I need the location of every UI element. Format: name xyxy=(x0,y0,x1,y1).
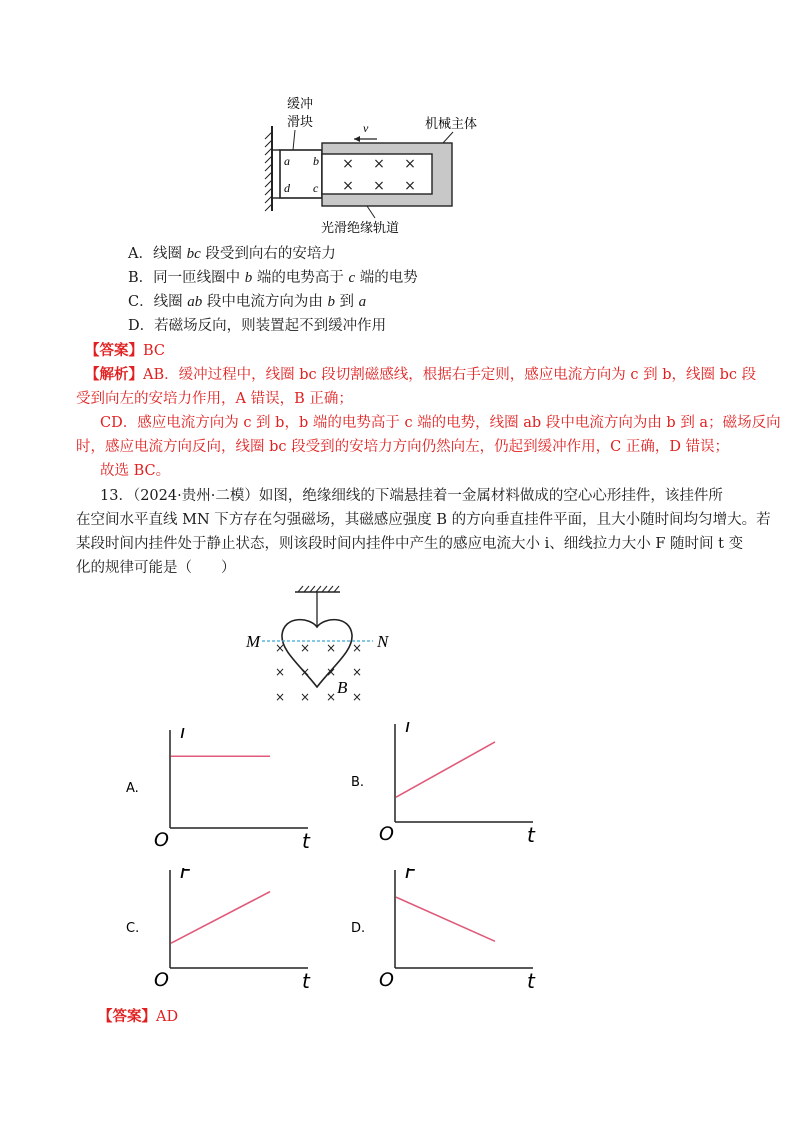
data-line xyxy=(396,897,495,941)
label-m: M xyxy=(246,632,261,651)
answer-12: 【答案】BC xyxy=(85,342,166,359)
option-label: C. xyxy=(126,921,140,936)
field-cross: × xyxy=(274,690,286,704)
buffer-label-2: 滑块 xyxy=(287,115,314,130)
y-axis-label: i xyxy=(405,722,411,737)
field-cross: × xyxy=(404,178,416,194)
q13-line-2: 在空间水平直线 MN 下方存在匀强磁场，其磁感应强度 B 的方向垂直挂件平面，且大小随时间均匀增大。若 xyxy=(76,512,771,528)
origin-label: O xyxy=(154,969,169,991)
q13-line-3: 某段时间内挂件处于静止状态，则该段时间内挂件中产生的感应电流大小 i、细线拉力大小 F 随时间 t 变 xyxy=(76,536,744,552)
graph-option-a xyxy=(122,728,322,857)
x-axis-label: t xyxy=(527,969,535,993)
q13-line-1: 13．（2024·贵州·二模）如图，绝缘细线的下端悬挂着一金属材料做成的空心心形挂件，该挂件所 xyxy=(100,488,723,504)
y-axis-label: F xyxy=(180,868,192,883)
graph-option-b xyxy=(347,722,547,851)
field-cross: × xyxy=(325,641,337,655)
track-label: 光滑绝缘轨道 xyxy=(321,221,400,236)
option-label: D. xyxy=(351,921,366,936)
option-label: B. xyxy=(351,775,365,790)
origin-label: O xyxy=(379,823,394,845)
figure-buffer-device xyxy=(255,88,515,238)
velocity-label: v xyxy=(363,121,369,135)
field-cross: × xyxy=(299,665,311,679)
field-cross: × xyxy=(351,641,363,655)
option-d: D．若磁场反向，则装置起不到缓冲作用 xyxy=(128,318,387,334)
data-line xyxy=(396,742,495,797)
corner-c: c xyxy=(313,181,319,195)
x-axis-label: t xyxy=(527,823,535,847)
origin-label: O xyxy=(154,829,169,851)
option-a: A．线圈 bc 段受到向右的安培力 xyxy=(128,246,336,262)
field-cross: × xyxy=(342,178,354,194)
field-cross: × xyxy=(274,641,286,655)
corner-d: d xyxy=(284,181,290,195)
field-cross: × xyxy=(325,690,337,704)
field-cross: × xyxy=(351,690,363,704)
analysis-line-2: 受到向左的安培力作用，A 错误，B 正确； xyxy=(76,391,353,407)
x-axis-label: t xyxy=(302,969,310,993)
analysis-line-1: 【解析】AB．缓冲过程中，线圈 bc 段切割磁感线，根据右手定则，感应电流方向为 c 到 b，线圈 bc 段 xyxy=(85,366,757,383)
label-n: N xyxy=(377,632,389,651)
answer-13: 【答案】AD xyxy=(98,1008,179,1025)
graph-option-d xyxy=(347,868,547,997)
field-cross: × xyxy=(299,641,311,655)
field-cross: × xyxy=(325,665,337,679)
field-cross: × xyxy=(342,156,354,172)
wall-hatch xyxy=(265,132,272,211)
option-label: A. xyxy=(126,781,139,796)
origin-label: O xyxy=(379,969,394,991)
corner-a: a xyxy=(284,154,290,168)
option-c: C．线圈 ab 段中电流方向为由 b 到 a xyxy=(128,294,367,310)
q13-line-4: 化的规律可能是（ ） xyxy=(76,560,236,576)
field-cross: × xyxy=(299,690,311,704)
field-cross: × xyxy=(404,156,416,172)
analysis-line-4: 时，感应电流方向反向，线圈 bc 段受到的安培力方向仍然向左，仍起到缓冲作用，C 正确，D 错误； xyxy=(76,439,730,455)
corner-b: b xyxy=(313,154,319,168)
field-cross: × xyxy=(351,665,363,679)
buffer-label-1: 缓冲 xyxy=(287,97,314,112)
data-line xyxy=(171,892,270,944)
y-axis-label: i xyxy=(180,728,186,743)
analysis-line-3: CD．感应电流方向为 c 到 b，b 端的电势高于 c 端的电势，线圈 ab 段中电流方向为由 b 到 a；磁场反向 xyxy=(100,415,781,431)
label-b: B xyxy=(337,678,348,697)
analysis-line-5: 故选 BC。 xyxy=(100,463,171,479)
x-axis-label: t xyxy=(302,829,310,853)
graph-option-c xyxy=(122,868,322,997)
field-cross: × xyxy=(373,156,385,172)
option-b: B．同一匝线圈中 b 端的电势高于 c 端的电势 xyxy=(128,270,418,286)
figure-heart-pendant xyxy=(240,585,400,710)
machine-label: 机械主体 xyxy=(425,117,478,132)
field-cross: × xyxy=(274,665,286,679)
heart-pendant xyxy=(282,620,352,687)
y-axis-label: F xyxy=(405,868,417,883)
field-cross: × xyxy=(373,178,385,194)
